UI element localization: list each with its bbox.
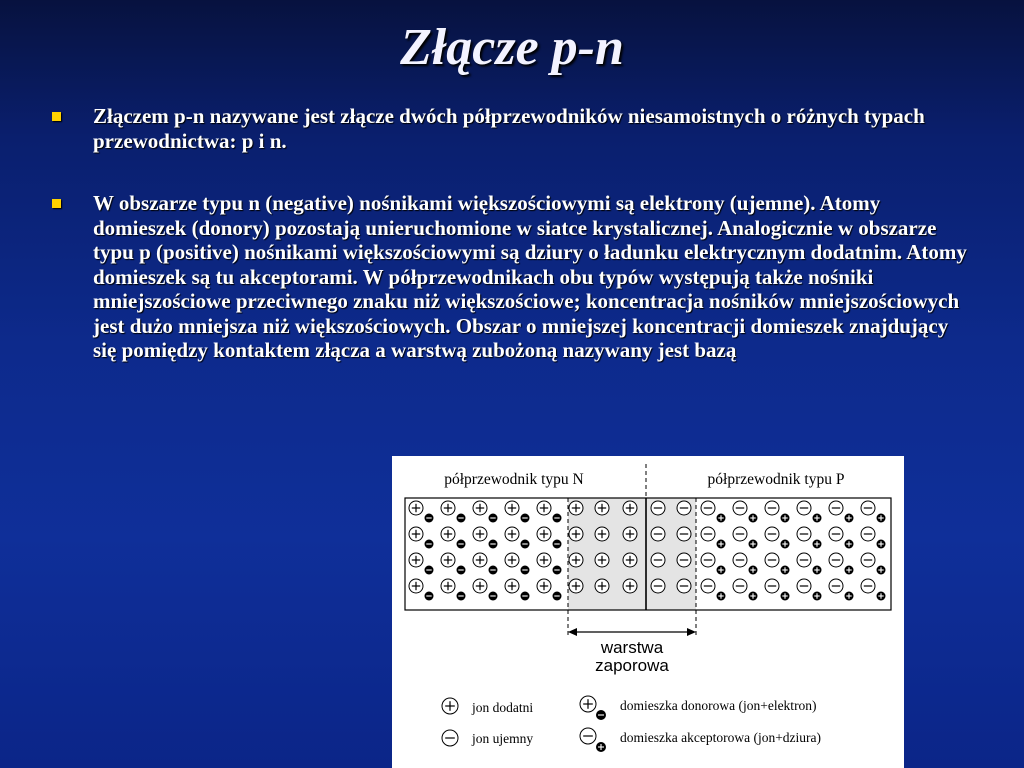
pn-junction-svg	[392, 456, 904, 768]
hole	[717, 540, 726, 549]
bare-negative-ion	[677, 579, 691, 593]
acceptor-ion	[797, 527, 811, 541]
legend-donor-ion-icon	[580, 696, 596, 712]
bullet-item	[52, 191, 972, 363]
legend-donor-label: domieszka donorowa (jon+elektron)	[620, 698, 817, 713]
electron	[457, 540, 466, 549]
bare-negative-ion	[677, 527, 691, 541]
electron	[553, 592, 562, 601]
p-type-label: półprzewodnik typu P	[707, 471, 845, 488]
hole	[717, 566, 726, 575]
acceptor-ion	[797, 553, 811, 567]
hole	[781, 514, 790, 523]
acceptor-ion	[797, 501, 811, 515]
legend	[442, 696, 821, 752]
legend-pos-ion-icon	[442, 698, 458, 714]
donor-ion	[473, 579, 487, 593]
bare-negative-ion	[651, 527, 665, 541]
acceptor-ion	[861, 501, 875, 515]
square-bullet-icon	[52, 199, 61, 208]
hole	[781, 566, 790, 575]
electron	[457, 514, 466, 523]
electron	[425, 566, 434, 575]
electron	[457, 592, 466, 601]
bare-positive-ion	[595, 527, 609, 541]
bullet-text: Złączem p-n nazywane jest złącze dwóch półprzewodników niesamoistnych o różnych typach przewodnictwa: p i n.	[93, 104, 925, 153]
pn-junction-diagram	[392, 456, 904, 768]
bullet-text: W obszarze typu n (negative) nośnikami większościowymi są elektrony (ujemne). Atomy domieszek (donory) pozostają unieruchomione w siatce krystalicznej. Analogicznie w obszarze typu p (positive) nośnikami większościowymi są dziury o ładunku elektrycznym dodatnim. Atomy domieszek są tu akceptorami. W półprzewodnikach obu typów występują także nośniki mniejszościowe przeciwnego znaku niż większościowe; koncentracja nośników mniejszościowych jest dużo mniejsza niż większościowych. Obszar o mniejszej koncentracji domieszek znajdujący się pomiędzy kontaktem złącza a warstwą zubożoną nazywany jest bazą	[93, 191, 967, 362]
hole	[845, 592, 854, 601]
bare-positive-ion	[623, 579, 637, 593]
electron	[521, 514, 530, 523]
hole	[717, 592, 726, 601]
legend-acceptor-ion-icon	[580, 728, 596, 744]
acceptor-ion	[829, 579, 843, 593]
legend-neg-ion-label: jon ujemny	[472, 731, 534, 746]
hole	[845, 514, 854, 523]
acceptor-ion	[733, 527, 747, 541]
electron	[489, 592, 498, 601]
slide-title: Złącze p-n	[400, 19, 624, 76]
hole	[749, 514, 758, 523]
acceptor-ion	[797, 579, 811, 593]
acceptor-ion	[861, 553, 875, 567]
bare-negative-ion	[677, 553, 691, 567]
donor-ion	[537, 501, 551, 515]
acceptor-ion	[829, 527, 843, 541]
donor-ion	[537, 553, 551, 567]
acceptor-ion	[701, 527, 715, 541]
donor-ion	[441, 527, 455, 541]
hole	[781, 540, 790, 549]
donor-ion	[409, 527, 423, 541]
bare-positive-ion	[595, 579, 609, 593]
electron	[553, 514, 562, 523]
acceptor-ion	[765, 553, 779, 567]
donor-ion	[409, 553, 423, 567]
hole	[845, 540, 854, 549]
donor-ion	[473, 501, 487, 515]
hole	[813, 540, 822, 549]
electron	[553, 566, 562, 575]
arrow-right-head	[687, 628, 696, 636]
electron	[489, 514, 498, 523]
bare-positive-ion	[569, 501, 583, 515]
hole	[877, 592, 886, 601]
bare-positive-ion	[569, 553, 583, 567]
hole	[877, 514, 886, 523]
bare-positive-ion	[595, 501, 609, 515]
electron	[521, 592, 530, 601]
electron	[521, 540, 530, 549]
donor-ion	[505, 553, 519, 567]
acceptor-ion	[733, 579, 747, 593]
bare-positive-ion	[569, 579, 583, 593]
acceptor-ion	[765, 501, 779, 515]
bare-positive-ion	[595, 553, 609, 567]
donor-ion	[505, 527, 519, 541]
bare-positive-ion	[623, 501, 637, 515]
donor-ion	[537, 579, 551, 593]
donor-ion	[505, 579, 519, 593]
donor-ion	[441, 553, 455, 567]
electron	[489, 540, 498, 549]
acceptor-ion	[701, 579, 715, 593]
legend-acceptor-label: domieszka akceptorowa (jon+dziura)	[620, 730, 822, 745]
bare-negative-ion	[651, 553, 665, 567]
acceptor-ion	[733, 501, 747, 515]
electron	[489, 566, 498, 575]
hole	[845, 566, 854, 575]
arrow-left-head	[568, 628, 577, 636]
electron	[457, 566, 466, 575]
bullet-item	[52, 104, 972, 153]
bare-positive-ion	[623, 553, 637, 567]
hole	[813, 592, 822, 601]
legend-acceptor-hole-icon	[596, 742, 606, 752]
electron	[425, 592, 434, 601]
legend-donor-electron-icon	[596, 710, 606, 720]
donor-ion	[441, 579, 455, 593]
bare-positive-ion	[569, 527, 583, 541]
donor-ion	[537, 527, 551, 541]
donor-ion	[505, 501, 519, 515]
bare-negative-ion	[677, 501, 691, 515]
acceptor-ion	[829, 501, 843, 515]
square-bullet-icon	[52, 112, 61, 121]
acceptor-ion	[861, 527, 875, 541]
acceptor-ion	[829, 553, 843, 567]
acceptor-ion	[861, 579, 875, 593]
donor-ion	[473, 553, 487, 567]
acceptor-ion	[765, 579, 779, 593]
electron	[425, 514, 434, 523]
hole	[781, 592, 790, 601]
hole	[877, 566, 886, 575]
bare-negative-ion	[651, 579, 665, 593]
acceptor-ion	[701, 553, 715, 567]
hole	[749, 592, 758, 601]
hole	[813, 514, 822, 523]
hole	[749, 540, 758, 549]
hole	[749, 566, 758, 575]
donor-ion	[473, 527, 487, 541]
acceptor-ion	[765, 527, 779, 541]
legend-neg-ion-icon	[442, 730, 458, 746]
hole	[877, 540, 886, 549]
electron	[425, 540, 434, 549]
acceptor-ion	[701, 501, 715, 515]
n-type-label: półprzewodnik typu N	[444, 471, 584, 488]
bullet-list	[52, 104, 972, 401]
depletion-label-line1: warstwa	[600, 638, 664, 657]
bare-negative-ion	[651, 501, 665, 515]
hole	[813, 566, 822, 575]
donor-ion	[441, 501, 455, 515]
bare-positive-ion	[623, 527, 637, 541]
acceptor-ion	[733, 553, 747, 567]
donor-ion	[409, 501, 423, 515]
legend-pos-ion-label: jon dodatni	[472, 700, 534, 715]
depletion-label-line2: zaporowa	[595, 656, 669, 675]
electron	[521, 566, 530, 575]
donor-ion	[409, 579, 423, 593]
electron	[553, 540, 562, 549]
hole	[717, 514, 726, 523]
